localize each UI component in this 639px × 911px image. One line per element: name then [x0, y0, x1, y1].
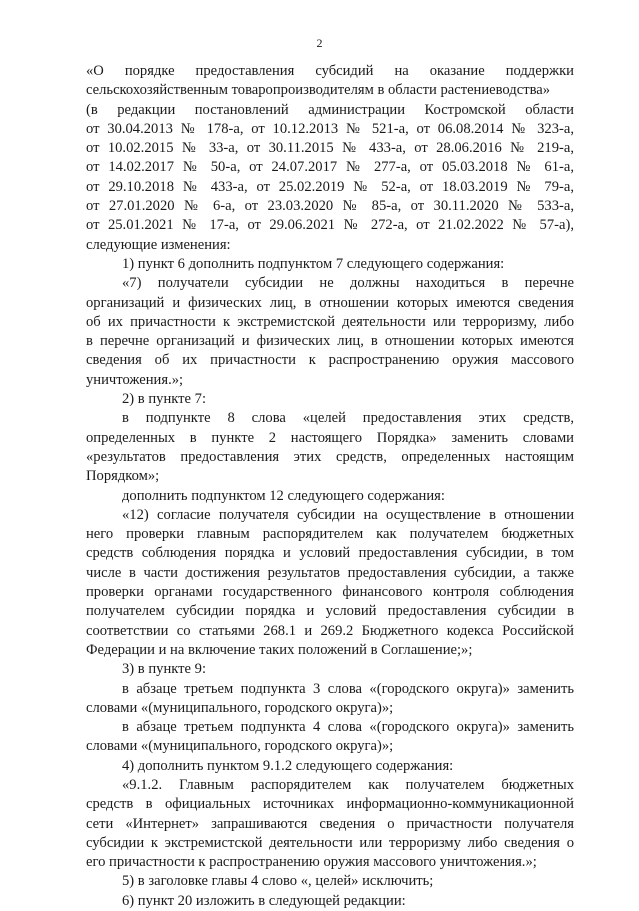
text-line: Федерации и на включение таких положений в Соглашение;»;: [86, 641, 473, 658]
text-line: получателем субсидии порядка и условий предоставления субсидии в: [86, 603, 574, 620]
text-line: 1) пункт 6 дополнить подпунктом 7 следующего содержания:: [122, 255, 505, 272]
text-line: организаций и физических лиц, в отношении которых имеются сведения: [86, 294, 574, 311]
text-line: уничтожения.»;: [86, 371, 184, 388]
text-line: 6) пункт 20 изложить в следующей редакции:: [122, 892, 406, 909]
text-line: проверки органами государственного финансового контроля соблюдения: [86, 584, 574, 601]
text-line: «О порядке предоставления субсидий на оказание поддержки: [86, 63, 574, 79]
text-line: «результатов предоставления этих средств, определенных настоящим: [86, 448, 574, 465]
text-line: определенных в пункте 2 настоящего Порядка» заменить словами: [86, 429, 574, 446]
text-line: 2) в пункте 7:: [122, 391, 207, 408]
text-line: 5) в заголовке главы 4 слово «, целей» исключить;: [122, 873, 434, 890]
text-line: него проверки главным распорядителем как получателем бюджетных: [86, 526, 574, 543]
text-line: в абзаце третьем подпункта 4 слова «(городского округа)» заменить: [122, 719, 574, 736]
text-line: (в редакции постановлений администрации Костромской области: [86, 101, 574, 118]
text-line: соответствии со статьями 268.1 и 269.2 Бюджетного кодекса Российской: [86, 622, 574, 639]
page-number: 2: [316, 36, 323, 50]
text-line: Порядком»;: [86, 468, 160, 485]
text-line: от 10.02.2015 № 33-а, от 30.11.2015 № 433-а, от 28.06.2016 № 219-а,: [86, 140, 574, 157]
text-line: числе в части достижения результатов предоставления субсидии, а также: [86, 564, 574, 581]
text-line: сельскохозяйственным товаропроизводителям в области растениеводства»: [86, 82, 551, 99]
text-line: об их причастности к экстремистской деятельности или терроризму, либо: [86, 313, 574, 330]
text-line: словами «(муниципального, городского округа)»;: [86, 738, 394, 755]
text-line: 4) дополнить пунктом 9.1.2 следующего содержания:: [122, 757, 454, 774]
text-line: 3) в пункте 9:: [122, 661, 207, 678]
text-line: средств в официальных источниках информационно-коммуникационной: [86, 796, 574, 813]
text-line: следующие изменения:: [86, 236, 231, 253]
text-line: его причастности к распространению оружия массового уничтожения.»;: [86, 854, 537, 871]
text-line: от 30.04.2013 № 178-а, от 10.12.2013 № 521-а, от 06.08.2014 № 323-а,: [86, 120, 574, 137]
text-line: от 25.01.2021 № 17-а, от 29.06.2021 № 272-а, от 21.02.2022 № 57-а),: [86, 217, 574, 234]
text-line: в перечне организаций и физических лиц, в отношении которых имеются: [86, 333, 574, 350]
text-line: от 14.02.2017 № 50-а, от 24.07.2017 № 277-а, от 05.03.2018 № 61-а,: [86, 159, 574, 176]
text-line: «7) получатели субсидии не должны находиться в перечне: [122, 275, 574, 292]
text-line: «9.1.2. Главным распорядителем как получателем бюджетных: [122, 776, 574, 793]
text-line: дополнить подпунктом 12 следующего содержания:: [122, 487, 445, 504]
document-body: [86, 62, 574, 911]
text-line: «12) согласие получателя субсидии на осуществление в отношении: [122, 506, 574, 523]
text-line: субсидии к экстремистской деятельности или терроризму либо сведения о: [86, 834, 574, 851]
text-line: сведения об их причастности к распространению оружия массового: [86, 352, 574, 369]
text-line: в подпункте 8 слова «целей предоставления этих средств,: [122, 410, 574, 427]
text-line: средств соблюдения порядка и условий предоставления субсидии, в том: [86, 545, 574, 562]
text-line: от 29.10.2018 № 433-а, от 25.02.2019 № 52-а, от 18.03.2019 № 79-а,: [86, 178, 574, 195]
text-line: словами «(муниципального, городского округа)»;: [86, 699, 394, 716]
text-line: в абзаце третьем подпункта 3 слова «(городского округа)» заменить: [122, 680, 574, 697]
text-line: от 27.01.2020 № 6-а, от 23.03.2020 № 85-а, от 30.11.2020 № 533-а,: [86, 198, 574, 215]
text-line: сети «Интернет» запрашиваются сведения о причастности получателя: [86, 815, 574, 832]
